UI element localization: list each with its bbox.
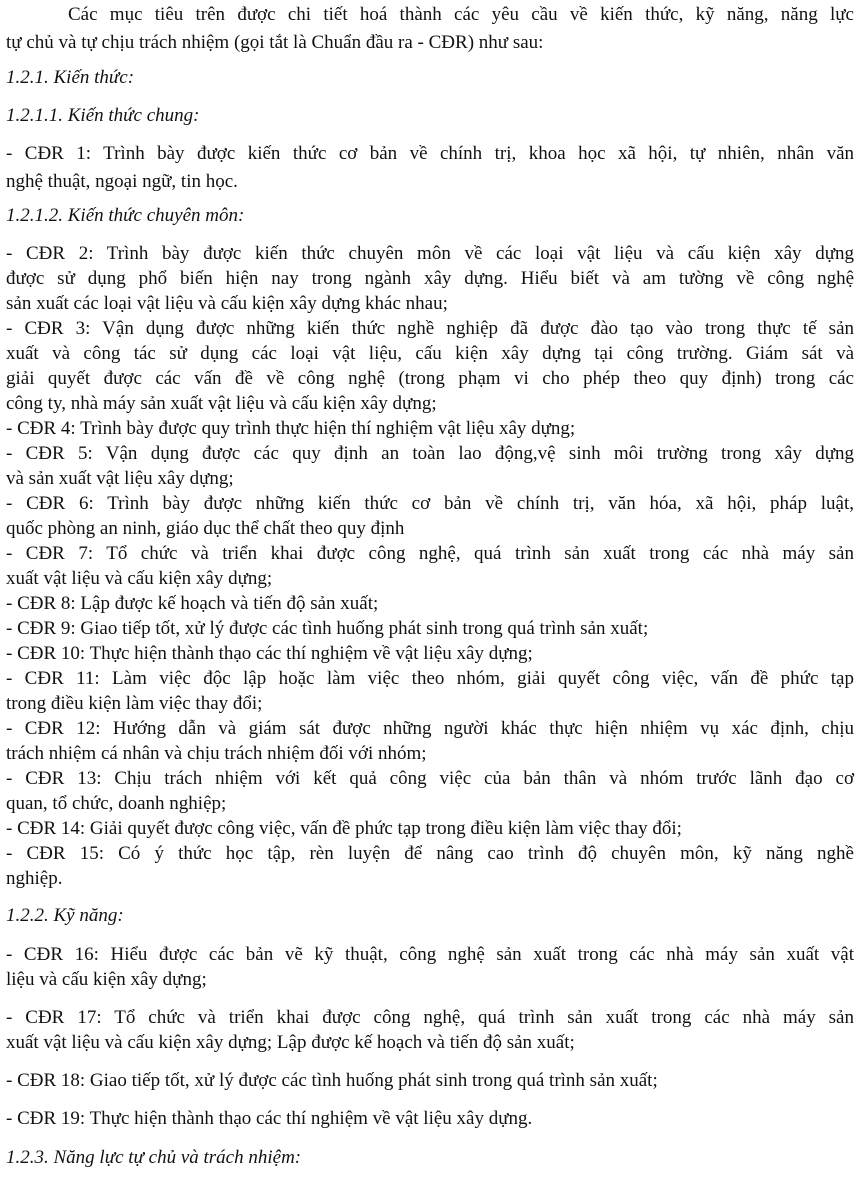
- text-line: - CĐR 5: Vận dụng được các quy định an toàn lao động,vệ sinh môi trường trong xây dựng: [6, 443, 854, 464]
- text-line: được sử dụng phổ biến hiện nay trong ngành xây dựng. Hiểu biết và am tường về công nghệ: [6, 268, 854, 289]
- text-line: - CĐR 12: Hướng dẫn và giám sát được những người khác thực hiện nhiệm vụ xác định, chịu: [6, 718, 854, 739]
- text-line: tự chủ và tự chịu trách nhiệm (gọi tắt là Chuẩn đầu ra - CĐR) như sau:: [6, 32, 544, 53]
- section-heading-1-2-1: 1.2.1. Kiến thức:: [6, 67, 135, 88]
- text-line: - CĐR 11: Làm việc độc lập hoặc làm việc theo nhóm, giải quyết công việc, vấn đề phức tạp: [6, 668, 854, 689]
- text-line: - CĐR 9: Giao tiếp tốt, xử lý được các tình huống phát sinh trong quá trình sản xuất;: [6, 618, 649, 639]
- text-line: trong điều kiện làm việc thay đổi;: [6, 693, 263, 714]
- text-line: - CĐR 13: Chịu trách nhiệm với kết quả công việc của bản thân và nhóm trước lãnh đạo cơ: [6, 768, 854, 789]
- text-line: - CĐR 1: Trình bày được kiến thức cơ bản về chính trị, khoa học xã hội, tự nhiên, nhân văn: [6, 143, 854, 164]
- text-line: - CĐR 15: Có ý thức học tập, rèn luyện để nâng cao trình độ chuyên môn, kỹ năng nghề: [6, 843, 854, 864]
- text-line: - CĐR 3: Vận dụng được những kiến thức nghề nghiệp đã được đào tạo vào trong thực tế sản: [6, 318, 854, 339]
- section-heading-1-2-1-2: 1.2.1.2. Kiến thức chuyên môn:: [6, 205, 245, 226]
- text-line: và sản xuất vật liệu xây dựng;: [6, 468, 234, 489]
- text-line: - CĐR 2: Trình bày được kiến thức chuyên môn về các loại vật liệu và cấu kiện xây dựng: [6, 243, 854, 264]
- section-heading-1-2-2: 1.2.2. Kỹ năng:: [6, 905, 124, 926]
- text-line: - CĐR 7: Tổ chức và triển khai được công nghệ, quá trình sản xuất trong các nhà máy sản: [6, 543, 854, 564]
- text-line: - CĐR 19: Thực hiện thành thạo các thí nghiệm về vật liệu xây dựng.: [6, 1108, 533, 1129]
- text-line: nghệ thuật, ngoại ngữ, tin học.: [6, 171, 238, 192]
- text-line: sản xuất các loại vật liệu và cấu kiện xây dựng khác nhau;: [6, 293, 448, 314]
- section-heading-1-2-3: 1.2.3. Năng lực tự chủ và trách nhiệm:: [6, 1147, 302, 1168]
- text-line: - CĐR 10: Thực hiện thành thạo các thí nghiệm về vật liệu xây dựng;: [6, 643, 533, 664]
- text-line: trách nhiệm cá nhân và chịu trách nhiệm đối với nhóm;: [6, 743, 427, 764]
- text-line: quốc phòng an ninh, giáo dục thể chất theo quy định: [6, 518, 405, 539]
- text-line: - CĐR 16: Hiểu được các bản vẽ kỹ thuật, công nghệ sản xuất trong các nhà máy sản xuất vật: [6, 944, 854, 965]
- text-line: nghiệp.: [6, 868, 63, 889]
- text-line: Các mục tiêu trên được chi tiết hoá thành các yêu cầu về kiến thức, kỹ năng, năng lực: [68, 4, 854, 25]
- text-line: - CĐR 4: Trình bày được quy trình thực hiện thí nghiệm vật liệu xây dựng;: [6, 418, 576, 439]
- text-line: công ty, nhà máy sản xuất vật liệu và cấu kiện xây dựng;: [6, 393, 437, 414]
- text-line: quan, tổ chức, doanh nghiệp;: [6, 793, 227, 814]
- text-line: giải quyết được các vấn đề về công nghệ (trong phạm vi cho phép theo quy định) trong các: [6, 368, 854, 389]
- text-line: liệu và cấu kiện xây dựng;: [6, 969, 207, 990]
- text-line: - CĐR 17: Tổ chức và triển khai được công nghệ, quá trình sản xuất trong các nhà máy sản: [6, 1007, 854, 1028]
- text-line: - CĐR 14: Giải quyết được công việc, vấn đề phức tạp trong điều kiện làm việc thay đổi;: [6, 818, 682, 839]
- section-heading-1-2-1-1: 1.2.1.1. Kiến thức chung:: [6, 105, 200, 126]
- text-line: xuất vật liệu và cấu kiện xây dựng;: [6, 568, 273, 589]
- text-line: - CĐR 18: Giao tiếp tốt, xử lý được các tình huống phát sinh trong quá trình sản xuất;: [6, 1070, 658, 1091]
- text-line: - CĐR 8: Lập được kế hoạch và tiến độ sản xuất;: [6, 593, 379, 614]
- text-line: xuất vật liệu và cấu kiện xây dựng; Lập được kế hoạch và tiến độ sản xuất;: [6, 1032, 575, 1053]
- text-line: - CĐR 6: Trình bày được những kiến thức cơ bản về chính trị, văn hóa, xã hội, pháp luật,: [6, 493, 854, 514]
- text-line: xuất và công tác sử dụng các loại vật liệu, cấu kiện xây dựng tại công trường. Giám sát và: [6, 343, 854, 364]
